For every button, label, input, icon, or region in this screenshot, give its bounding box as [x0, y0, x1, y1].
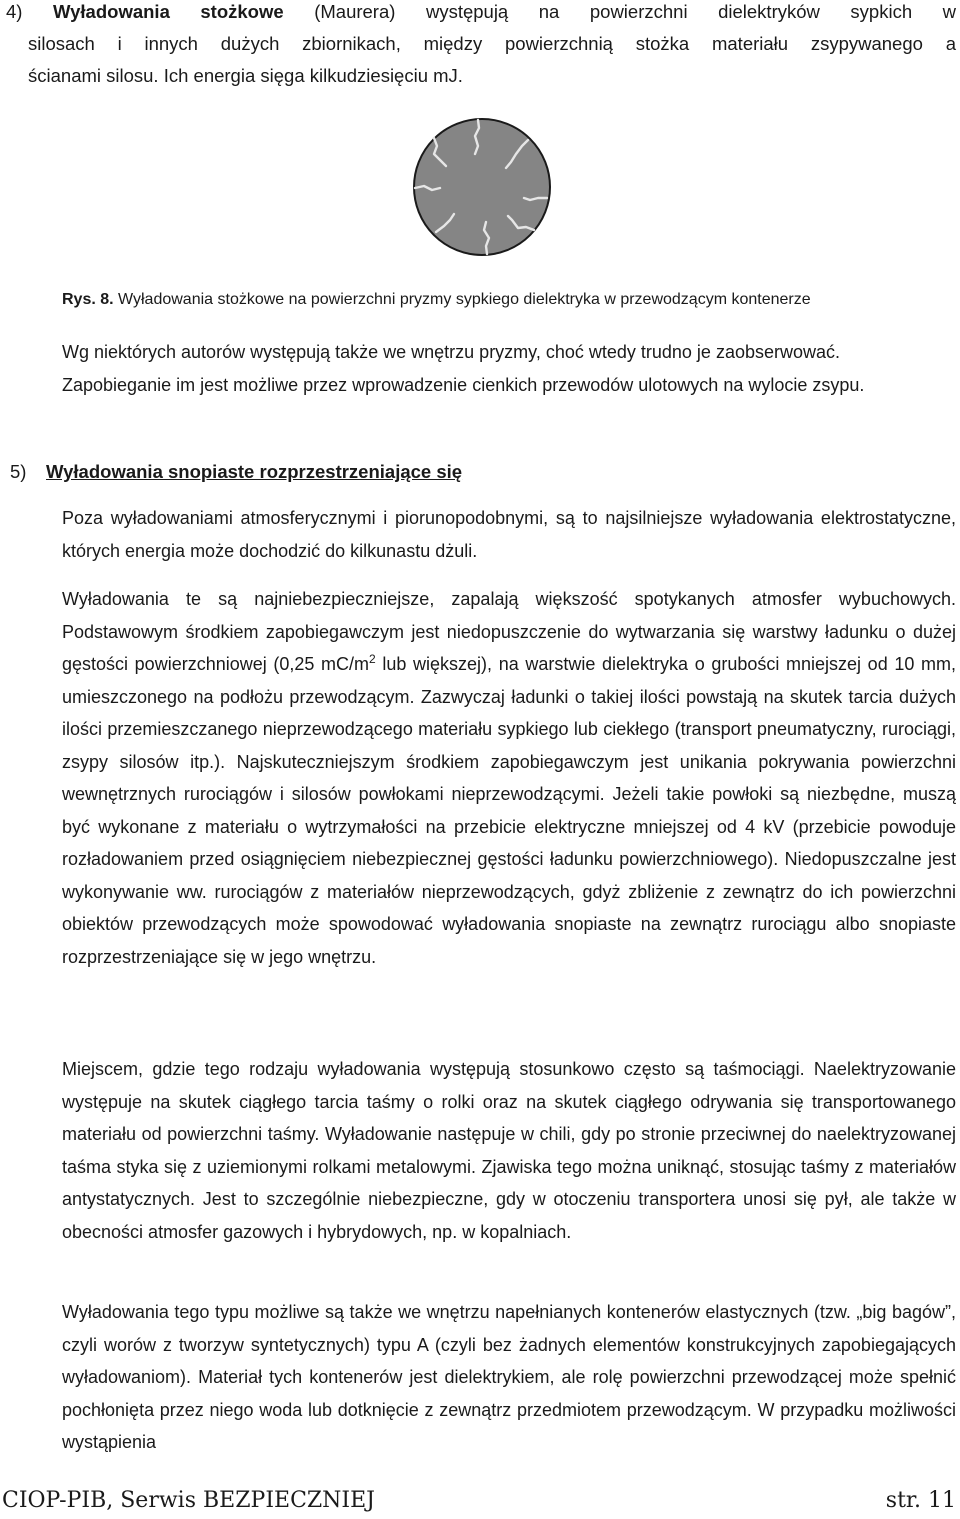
- caption-label: Rys. 8.: [62, 291, 114, 308]
- paragraph-2-text-a: Wyładowania te są najniebezpieczniejsze, zapalają większość spotykanych atmosfer wybuchowych. Podstawowym środkiem zapobiegawczym jest niedopuszczenie do wytwarzania się warstwy ładunku o dużej gęstości powierzchniowej (0,25 mC/m: [62, 589, 956, 674]
- page-footer: [2, 1483, 956, 1519]
- section4-title: Wyładowania stożkowe: [53, 1, 284, 22]
- section5-number: 5): [10, 461, 27, 482]
- section5-paragraph-1: Poza wyładowaniami atmosferycznymi i piorunopodobnymi, są to najsilniejsze wyładowania elektrostatyczne, których energia może dochodzić do kilkunastu dżuli.: [62, 508, 956, 561]
- section5-paragraph-3: Miejscem, gdzie tego rodzaju wyładowania występują stosunkowo często są taśmociągi. Naelektryzowanie występuje na skutek ciągłego tarcia taśmy o rolki oraz na skutek ciągłego odrywania się transportowanego materiału od powierzchni taśmy. Wyładowanie następuje w chili, gdy po stronie przeciwnej do naelektryzowanej taśma styka się z uziemionymi rolkami metalowymi. Zjawiska tego można uniknąć, stosując taśmy z materiałów antystatycznych. Jest to szczególnie niebezpieczne, gdy w otoczeniu transportera unosi się pył, ale także w obecności atmosfer gazowych i hybrydowych, np. w kopalniach.: [62, 1059, 956, 1242]
- caption-text: Wyładowania stożkowe na powierzchni pryzmy sypkiego dielektryka w przewodzącym kontenerze: [113, 291, 811, 308]
- section5-paragraph-4: Wyładowania tego typu możliwe są także we wnętrzu napełnianych kontenerów elastycznych (tzw. „big bagów”, czyli worów z tworzyw syntetycznych) typu A (czyli bez żadnych elementów konstrukcyjnych zapobiegających wyładowaniom). Materiał tych kontenerów jest dielektrykiem, ale rolę powierzchni przewodzącej może spełnić pochłonięta przez niego woda lub dotknięcie z zewnątrz przedmiotem przewodzącym. W przypadku możliwości wystąpienia: [62, 1302, 956, 1452]
- section5-heading: [10, 456, 462, 488]
- paragraph-2-text-b: lub większej), na warstwie dielektryka o grubości mniejszej od 10 mm, umieszczonego na podłożu przewodzącym. Zazwyczaj ładunki o takiej ilości powstają na skutek tarcia dużych ilości przemieszczanego nieprzewodzącego materiału sypkiego lub ciekłego (transport pneumatyczny, rurociągi, zsypy silosów itp.). Najskuteczniejszym środkiem zapobiegawczym jest unikania pokrywania powierzchni wewnętrznych rurociągów i silosów powłokami nieprzewodzącymi. Jeżeli takie powłoki są niezbędne, muszą być wykonane z materiału o wytrzymałości na przebicie elektryczne mniejszej od 4 kV (przebicie powoduje rozładowaniem przed osiągnięciem niebezpiecznej gęstości ładunku powierzchniowego). Niedopuszczalne jest wykonywanie ww. rurociągów z materiałów nieprzewodzących, gdyż zbliżenie z zewnątrz do ich powierzchni obiektów przewodzących może spowodować wyładowania snopiaste na zewnątrz rurociągu albo snopiaste rozprzestrzeniające się w jego wnętrzu.: [62, 654, 956, 967]
- section5-paragraph-2: [62, 583, 956, 973]
- section4-line1-text: (Maurera) występują na powierzchni dielektryków sypkich w: [283, 1, 957, 22]
- section4-number: 4): [6, 1, 23, 22]
- cone-discharge-illustration: [412, 116, 552, 258]
- paragraph-after-figure: Wg niektórych autorów występują także we wnętrzu pryzmy, choć wtedy trudno je zaobserwować. Zapobieganie im jest możliwe przez wprowadzenie cienkich przewodów ulotowych na wylocie zsypu.: [62, 342, 865, 395]
- section5-title: Wyładowania snopiaste rozprzestrzeniające się: [46, 461, 463, 482]
- section4-line3: ścianami silosu. Ich energia sięga kilkudziesięciu mJ.: [28, 65, 463, 86]
- figure-caption: [62, 286, 952, 314]
- section4-line1: [6, 0, 956, 25]
- section4-line2: silosach i innych dużych zbiornikach, między powierzchnią stożka materiału zsypywanego a: [28, 33, 956, 54]
- figure-cone-discharges: [412, 116, 552, 258]
- footer-page-number: str. 11: [885, 1488, 956, 1513]
- footer-publisher: CIOP-PIB, Serwis BEZPIECZNIEJ: [2, 1488, 376, 1513]
- superscript-2: 2: [369, 652, 376, 666]
